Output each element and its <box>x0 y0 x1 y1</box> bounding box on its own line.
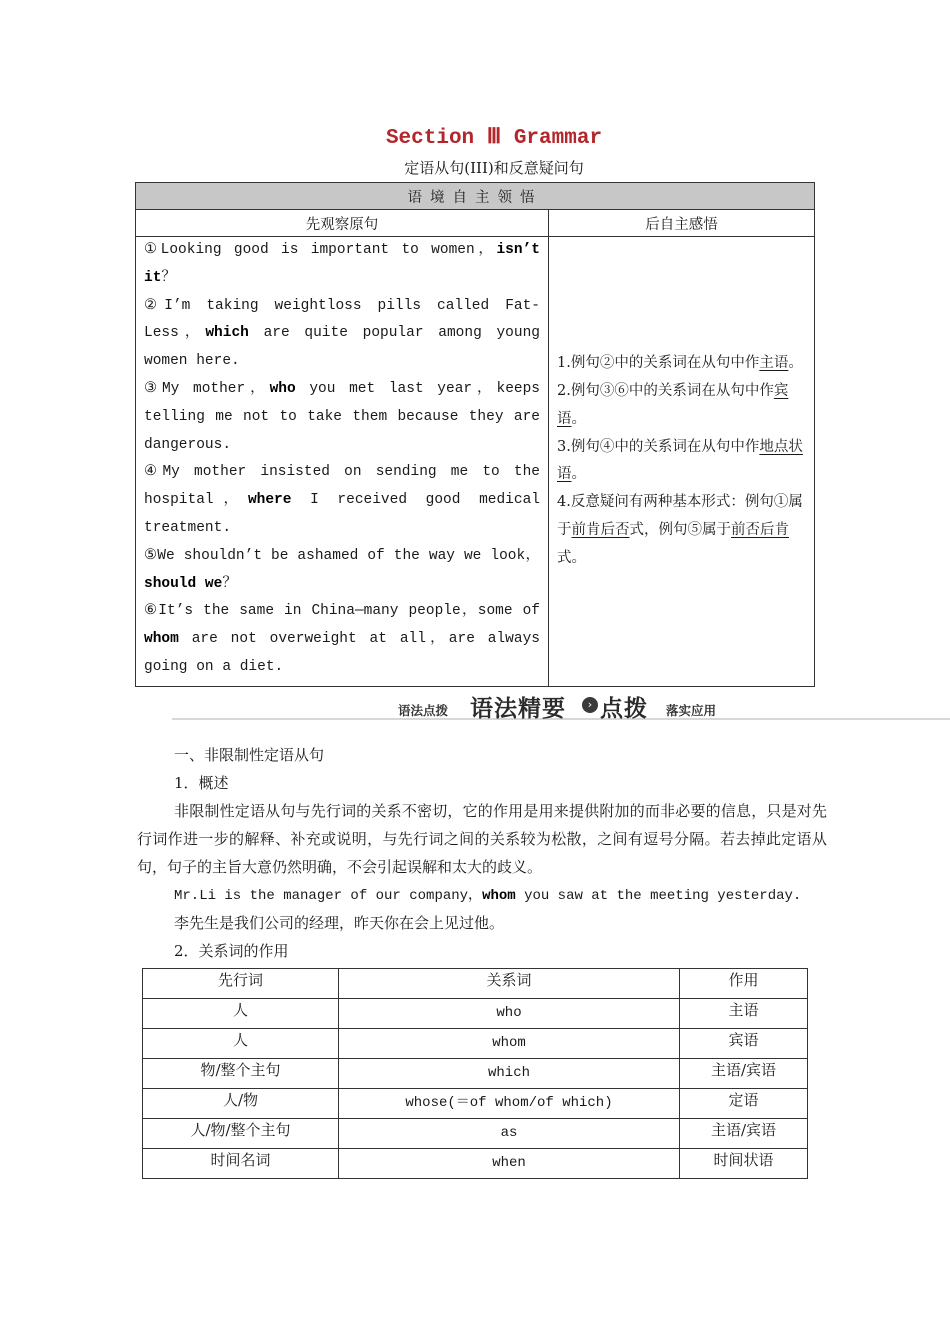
table-cell: 人 <box>143 999 339 1029</box>
table-cell: 定语 <box>680 1089 808 1119</box>
table-cell: when <box>339 1149 680 1179</box>
page-title: Section Ⅲ Grammar <box>385 127 603 150</box>
example-keyword: should we <box>144 575 223 592</box>
note-4: 4.反意疑问有两种基本形式：例句①属于前肯后否式，例句⑤属于前否后肯式。 <box>557 494 803 566</box>
table-cell: who <box>339 999 680 1029</box>
note-3: 3.例句④中的关系词在从句中作地点状语。 <box>557 438 803 483</box>
example-keyword: whom <box>482 888 516 904</box>
table-cell: as <box>339 1119 680 1149</box>
banner-right-label: 落实应用 <box>666 703 717 718</box>
banner-main-title: 语法精要 <box>470 696 566 722</box>
page-subtitle: 定语从句(III)和反意疑问句 <box>404 159 584 177</box>
table-cell: whom <box>339 1029 680 1059</box>
example-2: ②I’m taking weightloss pills called Fat-Less，which are quite popular among young women here. <box>144 297 540 370</box>
example-keyword: whom <box>144 631 179 648</box>
col-header-right: 后自主感悟 <box>549 210 815 237</box>
table-cell: 主语/宾语 <box>680 1119 808 1149</box>
table-header-row <box>143 969 808 999</box>
table-row <box>143 1119 808 1149</box>
table-cell: 时间状语 <box>680 1149 808 1179</box>
example-6: ⑥It’s the same in China—many people，some of whom are not overweight at all，are always going on a diet. <box>144 603 540 675</box>
subheading-overview: 1．概述 <box>174 774 229 792</box>
example-5: ⑤We shouldn’t be ashamed of the way we look，should we？ <box>144 547 540 592</box>
table-header-cell: 作用 <box>680 969 808 999</box>
chevron-right-icon: › <box>582 697 598 713</box>
table-cell: 人/物 <box>143 1089 339 1119</box>
table-cell: 时间名词 <box>143 1149 339 1179</box>
examples-cell <box>136 237 549 687</box>
banner-main-subtitle: 点拨 <box>600 696 648 722</box>
table-row <box>143 1029 808 1059</box>
intro-table-header: 语境自主领悟 <box>136 183 815 210</box>
table-cell: 人/物/整个主句 <box>143 1119 339 1149</box>
table-row <box>143 1089 808 1119</box>
note-answer: 宾语 <box>557 382 789 427</box>
example-translation: 李先生是我们公司的经理，昨天你在会上见过他。 <box>174 914 505 932</box>
table-row <box>143 1149 808 1179</box>
note-answer: 前否后肯 <box>731 521 789 538</box>
example-keyword: where <box>247 492 292 509</box>
example-sentence: Mr.Li is the manager of our company，whom you saw at the meeting yesterday. <box>174 888 802 904</box>
note-answer: 地点状语 <box>557 438 803 483</box>
intro-table <box>135 182 815 687</box>
note-2: 2.例句③⑥中的关系词在从句中作宾语。 <box>557 382 789 427</box>
table-header-cell: 关系词 <box>339 969 680 999</box>
table-row <box>143 1059 808 1089</box>
overview-paragraph: 非限制性定语从句与先行词的关系不密切，它的作用是用来提供附加的而非必要的信息，只是对先行词作进一步的解释、补充或说明，与先行词之间的关系较为松散，之间有逗号分隔。若去掉此定语从句，句子的主旨大意仍然明确，不会引起误解和太大的歧义。 <box>137 802 827 876</box>
table-cell: which <box>339 1059 680 1089</box>
table-cell: 人 <box>143 1029 339 1059</box>
example-3: ③My mother，who you met last year，keeps telling me not to take them because they are dangerous. <box>144 380 540 453</box>
banner-left-label: 语法点拨 <box>398 703 449 718</box>
section-banner <box>172 690 950 726</box>
example-keyword: which <box>205 325 249 342</box>
example-1: ①Looking good is important to women，isn’t it？ <box>144 242 540 286</box>
example-keyword: who <box>269 380 296 397</box>
table-row <box>143 999 808 1029</box>
notes-cell <box>549 237 815 687</box>
relative-words-table <box>142 968 808 1179</box>
note-answer: 前肯后否 <box>571 521 630 538</box>
col-header-left: 先观察原句 <box>136 210 549 237</box>
example-4: ④My mother insisted on sending me to the hospital，where I received good medical treatment. <box>144 464 540 536</box>
table-cell: 物/整个主句 <box>143 1059 339 1089</box>
table-cell: 主语/宾语 <box>680 1059 808 1089</box>
note-answer: 主语 <box>759 355 789 372</box>
table-cell: 主语 <box>680 999 808 1029</box>
note-1: 1.例句②中的关系词在从句中作主语。 <box>557 355 803 372</box>
section-heading: 一、非限制性定语从句 <box>174 746 325 764</box>
table-header-cell: 先行词 <box>143 969 339 999</box>
example-keyword: isn’t it <box>144 242 540 286</box>
table-cell: whose(＝of whom/of which) <box>339 1089 680 1119</box>
subheading-relative-words: 2．关系词的作用 <box>174 942 289 960</box>
table-cell: 宾语 <box>680 1029 808 1059</box>
